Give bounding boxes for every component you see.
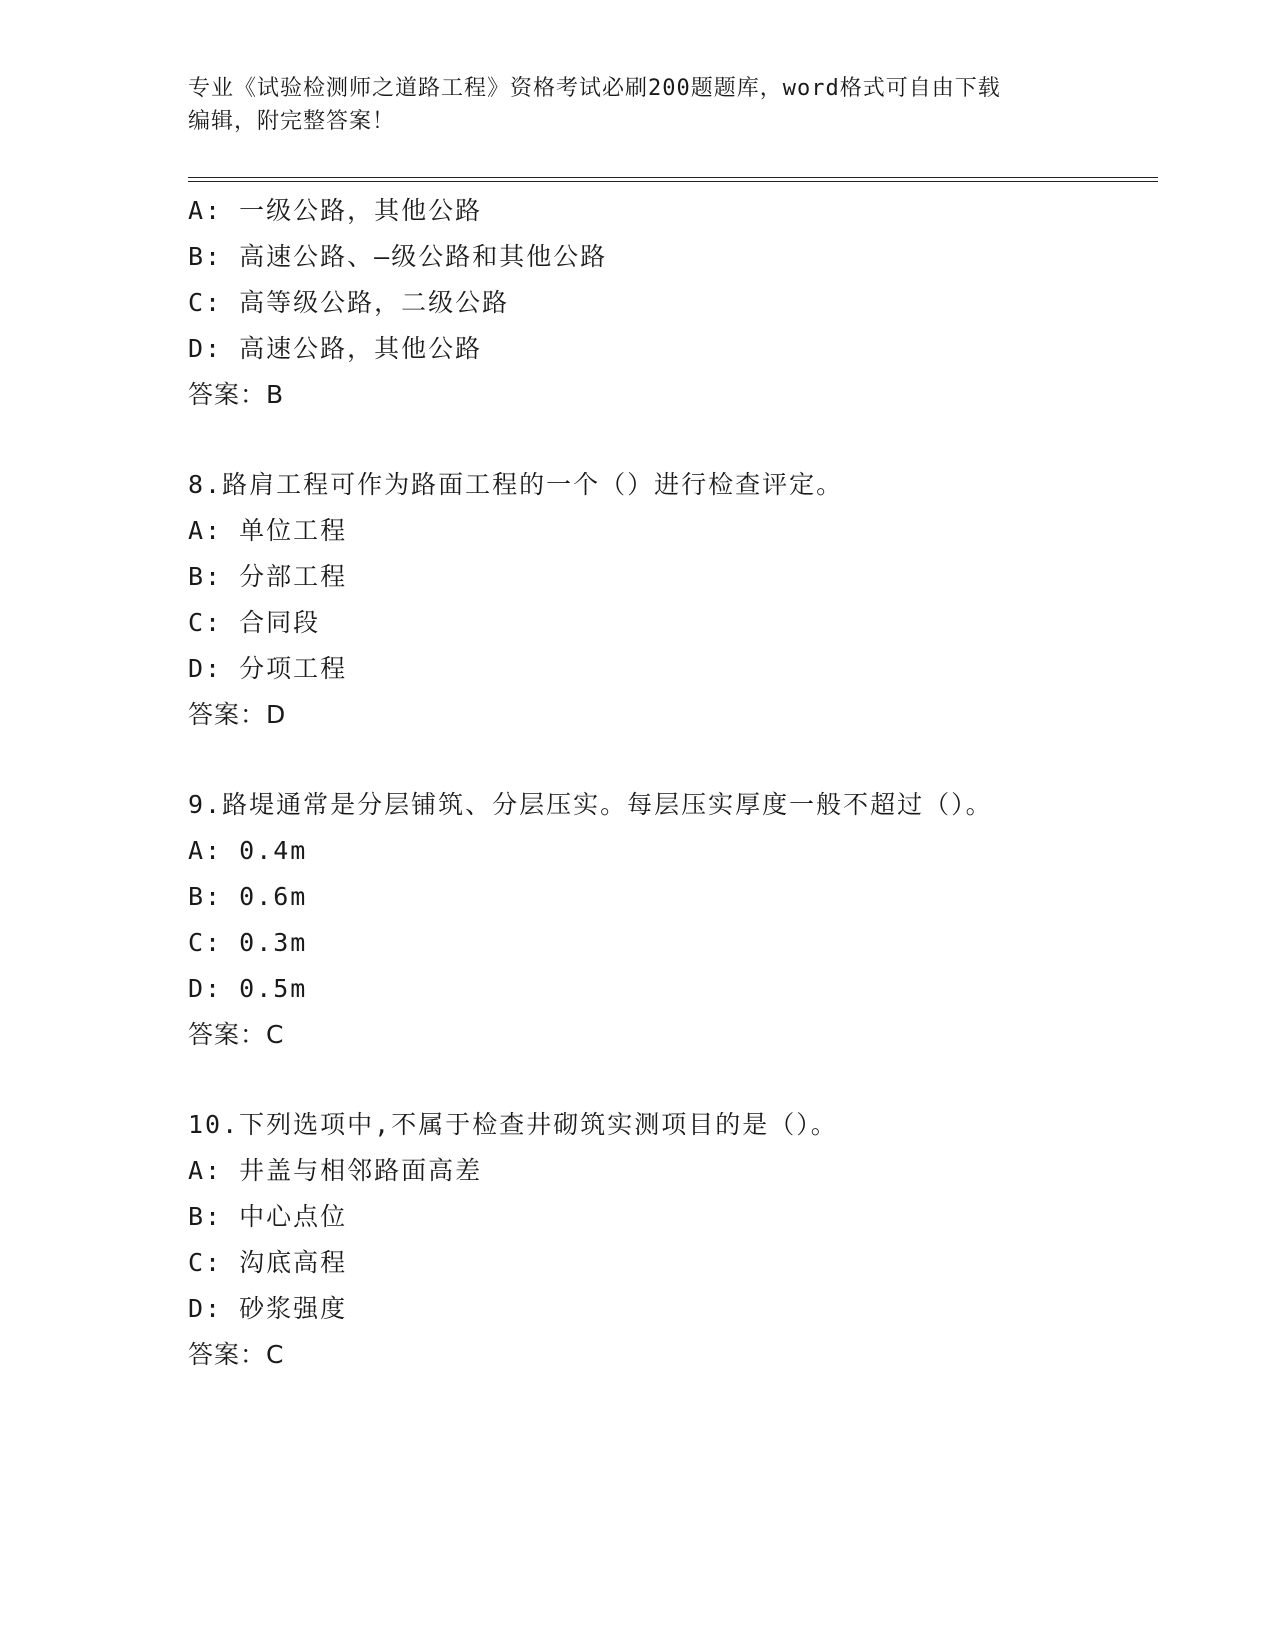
question-7-continued bbox=[188, 188, 1158, 418]
option-a: A: 0.4m bbox=[188, 836, 308, 865]
answer: 答案：D bbox=[188, 700, 287, 729]
question-list bbox=[188, 188, 1158, 1378]
option-d: D: 0.5m bbox=[188, 974, 308, 1003]
option-a: A: 一级公路，其他公路 bbox=[188, 196, 483, 225]
option-b: B: 中心点位 bbox=[188, 1202, 348, 1231]
option-c: C: 合同段 bbox=[188, 608, 321, 637]
answer: 答案：C bbox=[188, 1340, 285, 1369]
question-text: 8.路肩工程可作为路面工程的一个（）进行检查评定。 bbox=[188, 470, 844, 499]
option-d: D: 高速公路，其他公路 bbox=[188, 334, 483, 363]
header-title-line-2: 编辑，附完整答案！ bbox=[188, 109, 396, 134]
option-b: B: 高速公路、—级公路和其他公路 bbox=[188, 242, 608, 271]
option-a: A: 井盖与相邻路面高差 bbox=[188, 1156, 483, 1185]
answer: 答案：C bbox=[188, 1020, 285, 1049]
question-text: 10.下列选项中,不属于检查井砌筑实测项目的是（）。 bbox=[188, 1110, 838, 1139]
option-c: C: 高等级公路，二级公路 bbox=[188, 288, 510, 317]
question-9 bbox=[188, 782, 1158, 1058]
document-header bbox=[188, 72, 1088, 138]
question-8 bbox=[188, 462, 1158, 738]
header-title-line-1: 专业《试验检测师之道路工程》资格考试必刷200题题库，word格式可自由下载 bbox=[188, 76, 1001, 101]
option-c: C: 沟底高程 bbox=[188, 1248, 348, 1277]
option-a: A: 单位工程 bbox=[188, 516, 348, 545]
option-b: B: 0.6m bbox=[188, 882, 308, 911]
header-divider bbox=[188, 177, 1158, 182]
option-c: C: 0.3m bbox=[188, 928, 308, 957]
option-b: B: 分部工程 bbox=[188, 562, 348, 591]
option-d: D: 砂浆强度 bbox=[188, 1294, 348, 1323]
answer: 答案：B bbox=[188, 380, 285, 409]
option-d: D: 分项工程 bbox=[188, 654, 348, 683]
question-text: 9.路堤通常是分层铺筑、分层压实。每层压实厚度一般不超过（）。 bbox=[188, 790, 993, 819]
question-10 bbox=[188, 1102, 1158, 1378]
